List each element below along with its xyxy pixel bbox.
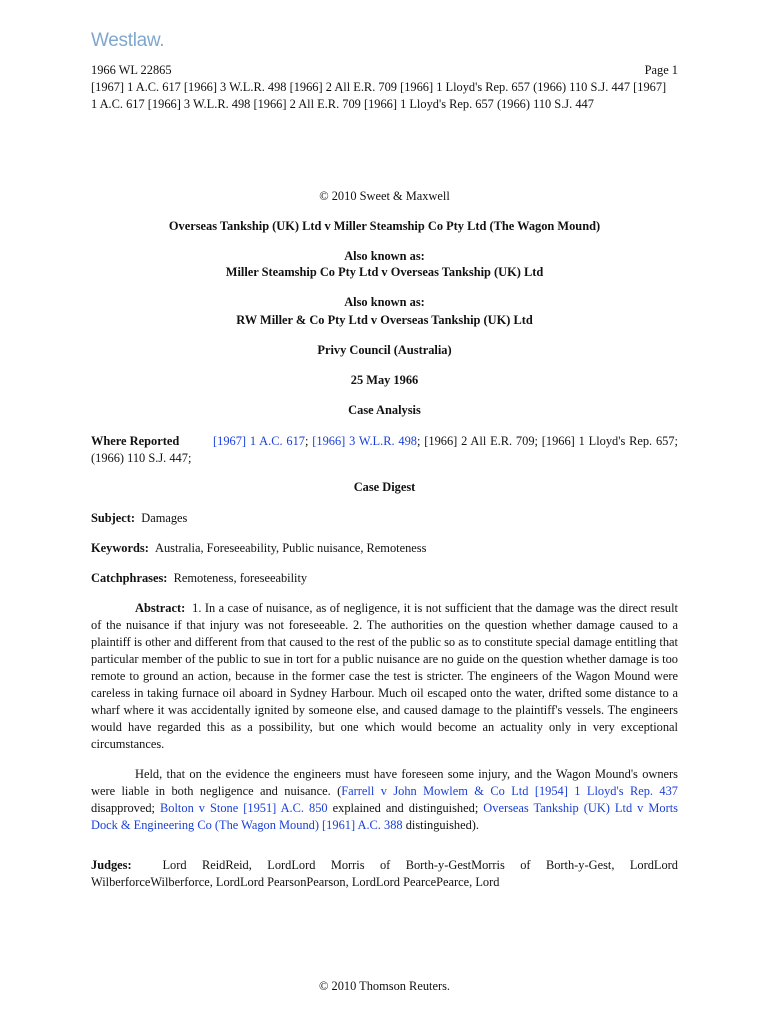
keywords-value: Australia, Foreseeability, Public nuisance, Remoteness: [155, 541, 427, 555]
held-intro: Held, that on the evidence the engineers must have foreseen some injury, and the Wagon Mound's owners were liable in both negligence and nuisance. (: [91, 767, 678, 798]
court: Privy Council (Australia): [317, 343, 452, 357]
abstract-label: Abstract:: [135, 601, 186, 615]
catchphrases-label: Catchphrases:: [91, 571, 168, 585]
case-title: Overseas Tankship (UK) Ltd v Miller Steamship Co Pty Ltd (The Wagon Mound): [168, 219, 601, 233]
citations-line-1: [1967] 1 A.C. 617 [1966] 3 W.L.R. 498 [1966] 2 All E.R. 709 [1966] 1 Lloyd's Rep. 657 (1966) 110 S.J. 447 [1967]: [91, 80, 667, 94]
judges-label: Judges:: [91, 858, 132, 872]
catchphrases-value: Remoteness, foreseeability: [173, 571, 308, 585]
aka-label-1: Also known as:: [344, 249, 425, 263]
catchphrases-row: [91, 570, 678, 587]
keywords-row: [91, 540, 678, 557]
held-paragraph: [91, 766, 678, 834]
judges-value: Lord ReidReid, LordLord Morris of Borth-y-GestMorris of Borth-y-Gest, LordLord WilberforceWilberforce, LordLord PearsonPearson, LordLord PearcePearce, Lord: [91, 858, 679, 889]
citations-line-2: 1 A.C. 617 [1966] 3 W.L.R. 498 [1966] 2 All E.R. 709 [1966] 1 Lloyd's Rep. 657 (1966) 110 S.J. 447: [91, 97, 594, 111]
keywords-label: Keywords:: [91, 541, 149, 555]
farrell-case-link[interactable]: Farrell v John Mowlem & Co Ltd [1954] 1 Lloyd's Rep. 437: [341, 784, 679, 798]
aka-name-2: RW Miller & Co Pty Ltd v Overseas Tankship (UK) Ltd: [236, 313, 533, 327]
westlaw-logo: Westlaw.: [91, 30, 165, 51]
aka-name-1: Miller Steamship Co Pty Ltd v Overseas Tankship (UK) Ltd: [225, 265, 544, 279]
copyright-footer: © 2010 Thomson Reuters.: [318, 979, 451, 993]
copyright-top: © 2010 Sweet & Maxwell: [319, 189, 450, 203]
case-digest-heading: Case Digest: [353, 480, 416, 494]
bolton-case-link[interactable]: Bolton v Stone [1951] A.C. 850: [160, 801, 328, 815]
abstract-text: 1. In a case of nuisance, as of negligence, it is not sufficient that the damage was the direct result of the nuisance if that injury was not foreseeable. 2. The authorities on the question whether damage caused to a plaintiff is other and different from that caused to the rest of the public so as to constitute special damage entitling that particular member of the public to sue in tort for a public nuisance are no guide on the question whether damage is too remote to ground an action, because in the former case the test is stricter. The engineers of the Wagon Mound were careless in taking furnace oil aboard in Sydney Harbour. Much oil escaped onto the water, drifted some distance to a wharf where it was accidentally ignited by someone else, and caused damage to the plaintiff's vessels. The engineers would have regarded this as a possibility, but one which would become an actuality only in very exceptional circumstances.: [91, 601, 679, 751]
held-text-3: distinguished).: [402, 818, 480, 832]
wagon-mound-1961-link[interactable]: Overseas Tankship (UK) Ltd v Morts Dock & Engineering Co (The Wagon Mound) [1961] A.C. 388: [91, 801, 678, 832]
subject-label: Subject:: [91, 511, 136, 525]
subject-row: [91, 510, 678, 527]
judges-row: [91, 857, 678, 891]
held-text-1: disapproved;: [91, 801, 161, 815]
citation-rest: ; [1966] 2 All E.R. 709; [1966] 1 Lloyd's Rep. 657; (1966) 110 S.J. 447;: [91, 434, 678, 465]
judgment-date: 25 May 1966: [350, 373, 419, 387]
citation-separator: ;: [305, 434, 313, 448]
case-analysis-heading: Case Analysis: [348, 403, 421, 417]
aka-label-2: Also known as:: [344, 295, 425, 309]
citation-id: 1966 WL 22865: [91, 63, 172, 77]
where-reported-label: Where Reported: [91, 434, 180, 448]
citation-link-ac[interactable]: [1967] 1 A.C. 617: [213, 434, 305, 448]
subject-value: Damages: [141, 511, 188, 525]
page-number: Page 1: [644, 63, 678, 77]
citation-link-wlr[interactable]: [1966] 3 W.L.R. 498: [312, 434, 417, 448]
held-text-2: explained and distinguished;: [327, 801, 484, 815]
abstract-paragraph: [91, 600, 678, 753]
where-reported: [91, 433, 678, 467]
document-header: [91, 62, 678, 113]
